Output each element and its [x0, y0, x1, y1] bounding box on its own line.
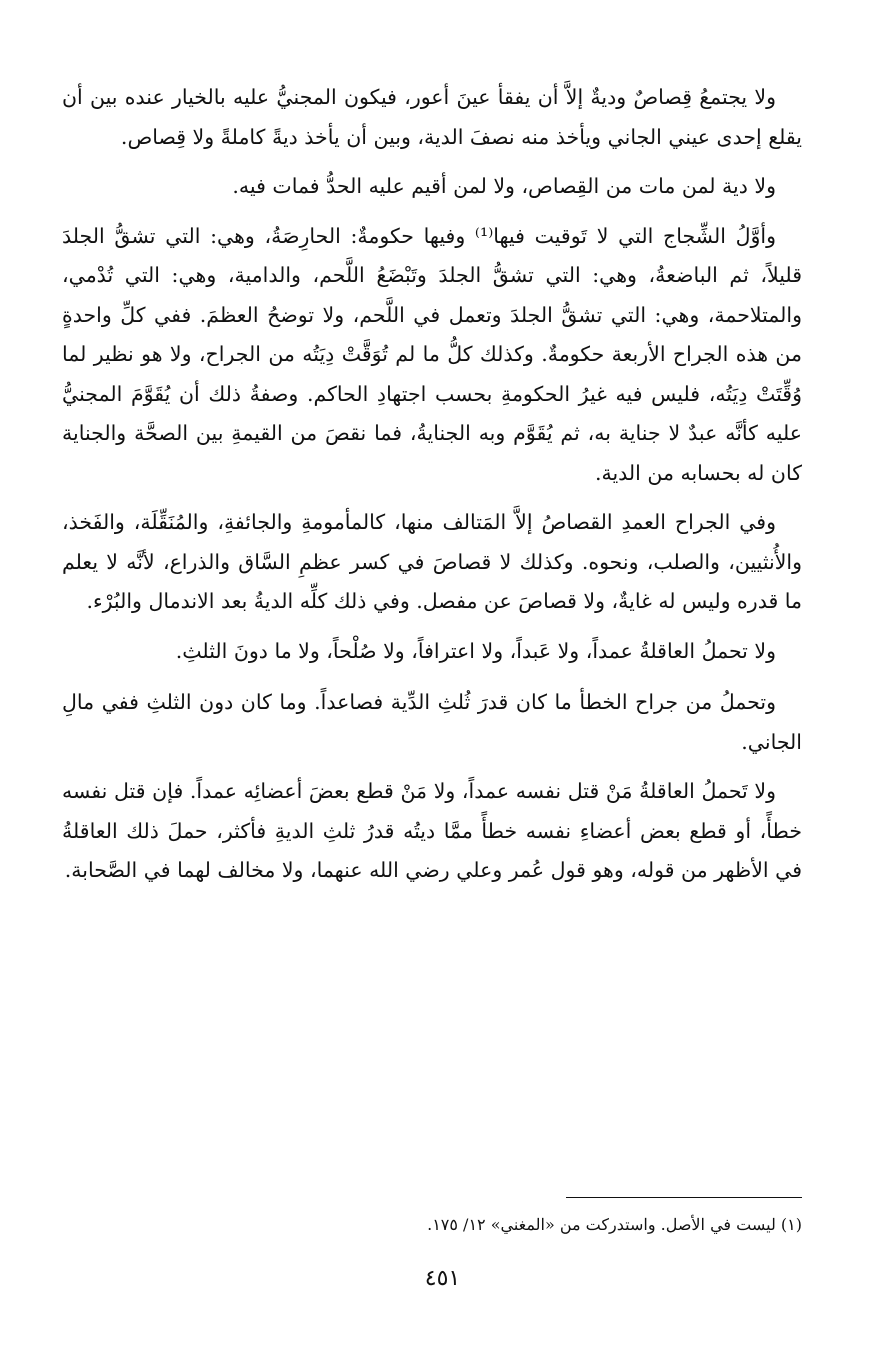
footnote: (١) ليست في الأصل. واستدركت من «المغني» ١٢/ ١٧٥. [427, 1215, 802, 1234]
paragraph-no-diya: ولا دية لمن مات من القِصاص، ولا لمن أقيم عليه الحدُّ فمات فيه. [232, 174, 776, 198]
paragraph-shijaj: وأوَّلُ الشِّجاج التي لا تَوقيت فيها⁽¹⁾ وفيها حكومةٌ: الحارِصَةُ، وهي: التي تشقُّ الجلدَ قليلاً، ثم الباضعةُ، وهي: التي تشقُّ الجلدَ وتَبْضَعُ اللَّحم، والدامية، وهي: التي تُدْمي، والمتلاحمة، وهي: التي تشقُّ الجلدَ وتعمل في اللَّحم، ولا توضحُ العظمَ. ففي كلِّ واحدةٍ من هذه الجراح الأربعة حكومةٌ. وكذلك كلُّ ما لم تُوَقَّتْ دِيَتُه من الجراح، ولا هو نظير لما وُقِّتَتْ دِيَتُه، فليس فيه غيرُ الحكومةِ بحسب اجتهادِ الحاكم. وصفةُ ذلك أن يُقَوَّمَ المجنيُّ عليه كأنَّه عبدٌ لا جناية به، ثم يُقَوَّم وبه الجنايةُ، فما نقصَ من القيمةِ بين الصحَّة والجناية كان له بحسابه من الدية. [62, 223, 802, 485]
page-number: ٤٥١ [424, 1266, 461, 1291]
paragraph-aqila-limits: ولا تحملُ العاقلةُ عمداً، ولا عَبداً، ولا اعترافاً، ولا صُلْحاً، ولا ما دونَ الثلثِ. [175, 638, 776, 663]
page-body [62, 78, 802, 901]
footnote-divider [566, 1197, 802, 1198]
paragraph-amd-wounds: وفي الجراح العمدِ القصاصُ إلاَّ المَتالف منها، كالمأمومةِ والجائفةِ، والمُنَقِّلَة، والفَخذ، والأُنثيين، والصلب، ونحوه. وكذلك لا قصاصَ في كسر عظمِ السَّاق والذراع، لأنَّه لا يعلم ما قدره وليس له غايةٌ، ولا قصاصَ عن مفصل. وفي ذلك كلِّه الديةُ بعد الاندمال والبُرْء. [62, 510, 802, 613]
paragraph-khata-wounds: وتحملُ من جراح الخطأ ما كان قدرَ ثُلثِ الدِّية فصاعداً. وما كان دون الثلثِ ففي مالِ الجاني. [62, 690, 802, 754]
paragraph-qisas-diya: ولا يجتمعُ قِصاصٌ وديةٌ إلاَّ أن يفقأ عينَ أعور، فيكون المجنيُّ عليه بالخيار عنده بين أن يقلع إحدى عيني الجاني ويأخذ منه نصفَ الدية، وبين أن يأخذ ديةً كاملةً ولا قِصاص. [62, 85, 802, 149]
paragraph-self-harm: ولا تَحملُ العاقلةُ مَنْ قتل نفسه عمداً، ولا مَنْ قطع بعضَ أعضائِه عمداً. فإن قتل نفسه خطأً، أو قطع بعض أعضاءِ نفسه خطأً ممَّا ديتُه قدرُ ثلثِ الديةِ فأكثر، حملَ ذلك العاقلةُ في الأظهر من قوله، وهو قول عُمر وعلي رضي الله عنهما، ولا مخالف لهما في الصَّحابة. [62, 779, 802, 882]
